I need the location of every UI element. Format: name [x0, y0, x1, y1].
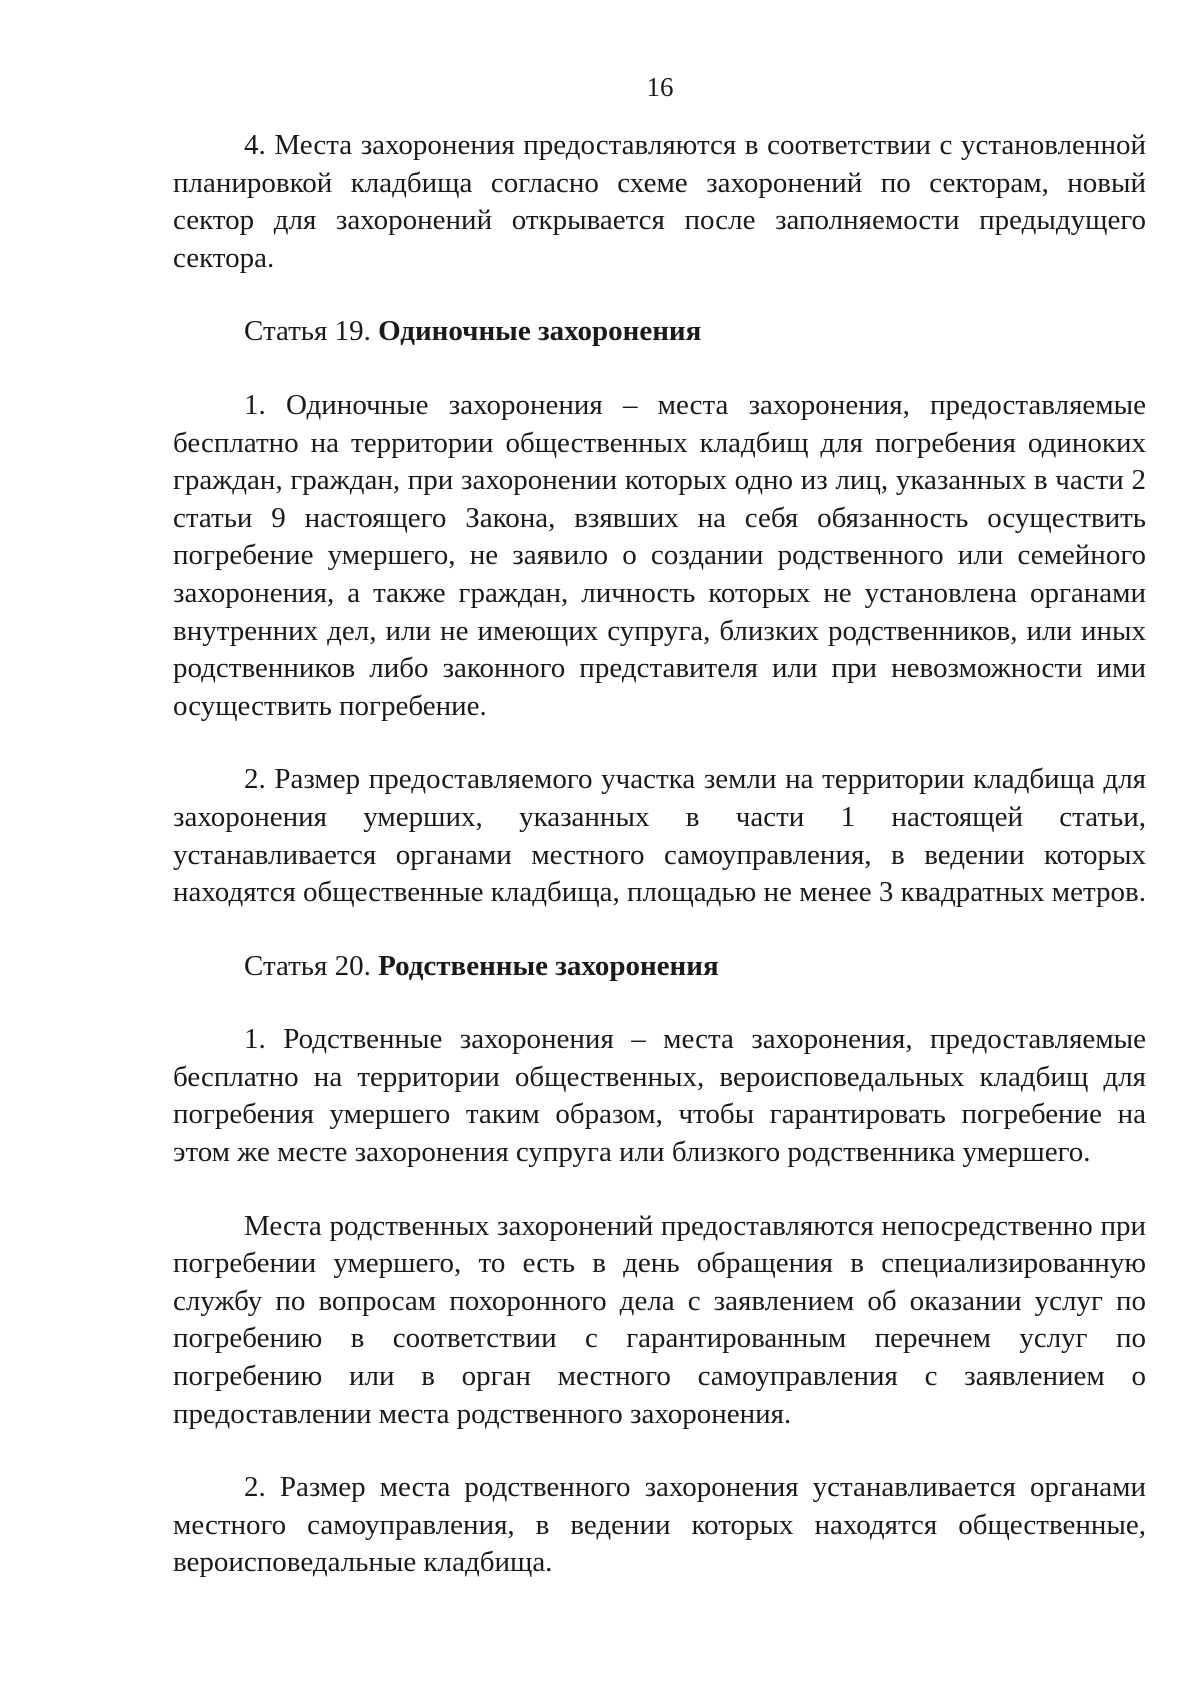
article-19-prefix: Статья 19.	[244, 315, 379, 348]
article-19-part-1: 1. Одиночные захоронения – места захоронения, предоставляемые бесплатно на территории общественных кладбищ для погребения одиноких граждан, граждан, при захоронении которых одно из лиц, указанных в части 2 статьи 9 настоящего Закона, взявших на себя обязанность осуществить погребение умершего, не заявило о создании родственного или семейного захоронения, а также граждан, личность которых не установлена органами внутренних дел, или не имеющих супруга, близких родственников, или иных родственников либо законного представителя или при невозможности ими осуществить погребение.	[173, 388, 1146, 722]
document-body	[173, 127, 1146, 1582]
article-20-title: Родственные захоронения	[378, 949, 719, 982]
article-20-part-1: 1. Родственные захоронения – места захоронения, предоставляемые бесплатно на территории общественных, вероисповедальных кладбищ для погребения умершего таким образом, чтобы гарантировать погребение на этом же месте захоронения супруга или близкого родственника умершего.	[173, 1023, 1146, 1169]
article-19-heading	[173, 313, 1146, 351]
article-20-part-2: 2. Размер места родственного захоронения устанавливается органами местного самоуправления, в ведении которых находятся общественные, вероисповедальные кладбища.	[173, 1471, 1146, 1579]
paragraph-4: 4. Места захоронения предоставляются в соответствии с установленной планировкой кладбища согласно схеме захоронений по секторам, новый сектор для захоронений открывается после заполняемости предыдущего сектора.	[173, 129, 1146, 274]
page-number: 16	[646, 72, 674, 102]
article-19-part-2: 2. Размер предоставляемого участка земли на территории кладбища для захоронения умерших, указанных в части 1 настоящей статьи, устанавливается органами местного самоуправления, в ведении которых находятся общественные кладбища, площадью не менее 3 квадратных метров.	[173, 763, 1146, 909]
article-20-part-1-continuation: Места родственных захоронений предоставляются непосредственно при погребении умершего, то есть в день обращения в специализированную службу по вопросам похоронного дела с заявлением об оказании услуг по погребению в соответствии с гарантированным перечнем услуг по погребению или в орган местного самоуправления с заявлением о предоставлении места родственного захоронения.	[173, 1209, 1146, 1430]
article-19-title: Одиночные захоронения	[378, 315, 702, 348]
article-20-prefix: Статья 20.	[244, 949, 379, 982]
article-20-heading	[173, 948, 1146, 986]
